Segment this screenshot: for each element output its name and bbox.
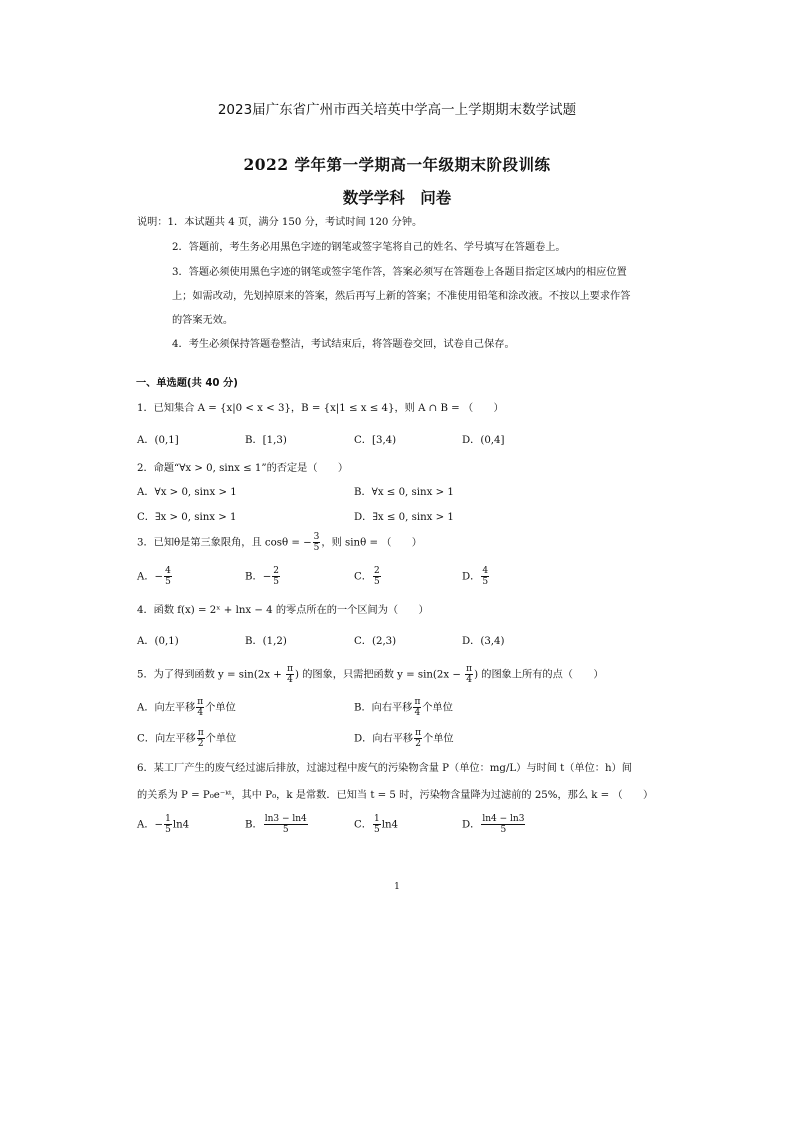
question-1-option-c: C．[3,4) [354, 435, 397, 446]
question-4-option-a: A．(0,1) [137, 636, 179, 647]
question-6-option-a: A．− $\frac{1}{5}$ ln4 [137, 814, 190, 835]
question-3-option-d: D． $\frac{4}{5}$ [462, 566, 489, 587]
question-5-fraction-1: $\frac{\pi}{4}$ [287, 664, 293, 685]
question-2-option-b: B．∀x ≤ 0, sinx > 1 [354, 487, 454, 498]
instruction-3-end: 的答案无效。 [172, 315, 234, 326]
question-3-stem-part-a: 3．已知θ是第三象限角，且 cosθ = − [137, 537, 312, 549]
instruction-4: 4．考生必须保持答题卷整洁，考试结束后，将答题卷交回，试卷自己保存。 [172, 339, 515, 350]
question-1-stem: 1．已知集合 A = {x|0 < x < 3}，B = {x|1 ≤ x ≤ 4}，则 A ∩ B = （ ） [137, 403, 504, 414]
page-number: 1 [394, 882, 400, 892]
section-single-choice-title: 一、单选题(共 40 分) [136, 378, 238, 389]
question-5-fraction-2: $\frac{\pi}{4}$ [466, 664, 473, 685]
question-5-option-b: B．向右平移 $\frac{\pi}{4}$ 个单位 [354, 697, 453, 718]
question-2-stem: 2．命题“∀x > 0, sinx ≤ 1”的否定是（ ） [137, 463, 349, 474]
question-4-option-b: B．(1,2) [245, 636, 287, 647]
question-6-stem-line-1: 6．某工厂产生的废气经过滤后排放，过滤过程中废气的污染物含量 P（单位：mg/L）与时间 t（单位：h）间 [137, 763, 632, 774]
question-3-stem [137, 532, 422, 553]
question-5-option-d: D．向右平移 $\frac{\pi}{2}$ 个单位 [354, 728, 454, 749]
question-5-option-c: C．向左平移 $\frac{\pi}{2}$ 个单位 [137, 728, 237, 749]
question-1-option-d: D．(0,4] [462, 435, 505, 446]
question-6-option-d: D． $\frac{\ln 4 - \ln 3}{5}$ [462, 814, 525, 835]
question-3-option-c: C． $\frac{2}{5}$ [354, 566, 380, 587]
question-3-option-a: A．− $\frac{4}{5}$ [137, 566, 171, 587]
question-6-option-b: B． $\frac{\ln 3 - \ln 4}{5}$ [245, 814, 307, 835]
question-6-option-c: C． $\frac{1}{5}$ ln4 [354, 814, 399, 835]
instruction-1: 说明：1．本试题共 4 页，满分 150 分，考试时间 120 分钟。 [137, 217, 423, 228]
exam-subtitle: 数学学科 问卷 [342, 188, 452, 207]
question-3-stem-part-b: ，则 sinθ = （ ） [321, 537, 422, 549]
question-4-option-c: C．(2,3) [354, 636, 397, 647]
question-2-option-d: D．∃x ≤ 0, sinx > 1 [354, 512, 454, 523]
instruction-3-cont: 上；如需改动，先划掉原来的答案，然后再写上新的答案；不准使用铅笔和涂改液。不按以上要求作答 [172, 291, 631, 302]
question-6-stem-line-2: 的关系为 P = P₀e⁻ᵏᵗ，其中 P₀，k 是常数．已知当 t = 5 时，污染物含量降为过滤前的 25%，那么 k = （ ） [137, 790, 654, 801]
question-1-option-a: A．(0,1] [137, 435, 179, 446]
question-4-option-d: D．(3,4) [462, 636, 505, 647]
instruction-3: 3．答题必须使用黑色字迹的钢笔或签字笔作答，答案必须写在答题卷上各题目指定区域内的相应位置 [172, 267, 627, 278]
exam-title: 2022 学年第一学期高一年级期末阶段训练 [243, 155, 551, 174]
question-4-stem: 4．函数 f(x) = 2ˣ + lnx − 4 的零点所在的一个区间为（ ） [137, 605, 429, 616]
question-3-option-b: B．− $\frac{2}{5}$ [245, 566, 279, 587]
question-5-stem: 5．为了得到函数 y = sin(2x + $\frac{\pi}{4}$ ) 的图象，只需把函数 y = sin(2x − $\frac{\pi}{4}$ ) 的图象上所有的点（ ） [137, 664, 604, 685]
question-5-option-a: A．向左平移 $\frac{\pi}{4}$ 个单位 [137, 697, 236, 718]
question-2-option-c: C．∃x > 0, sinx > 1 [137, 512, 237, 523]
question-3-stem-fraction: $\frac{3}{5}$ [313, 532, 320, 553]
question-2-option-a: A．∀x > 0, sinx > 1 [137, 487, 237, 498]
instruction-2: 2．答题前，考生务必用黑色字迹的钢笔或签字笔将自己的姓名、学号填写在答题卷上。 [172, 242, 566, 253]
question-1-option-b: B．[1,3) [245, 435, 287, 446]
document-header-title: 2023届广东省广州市西关培英中学高一上学期期末数学试题 [217, 102, 577, 118]
